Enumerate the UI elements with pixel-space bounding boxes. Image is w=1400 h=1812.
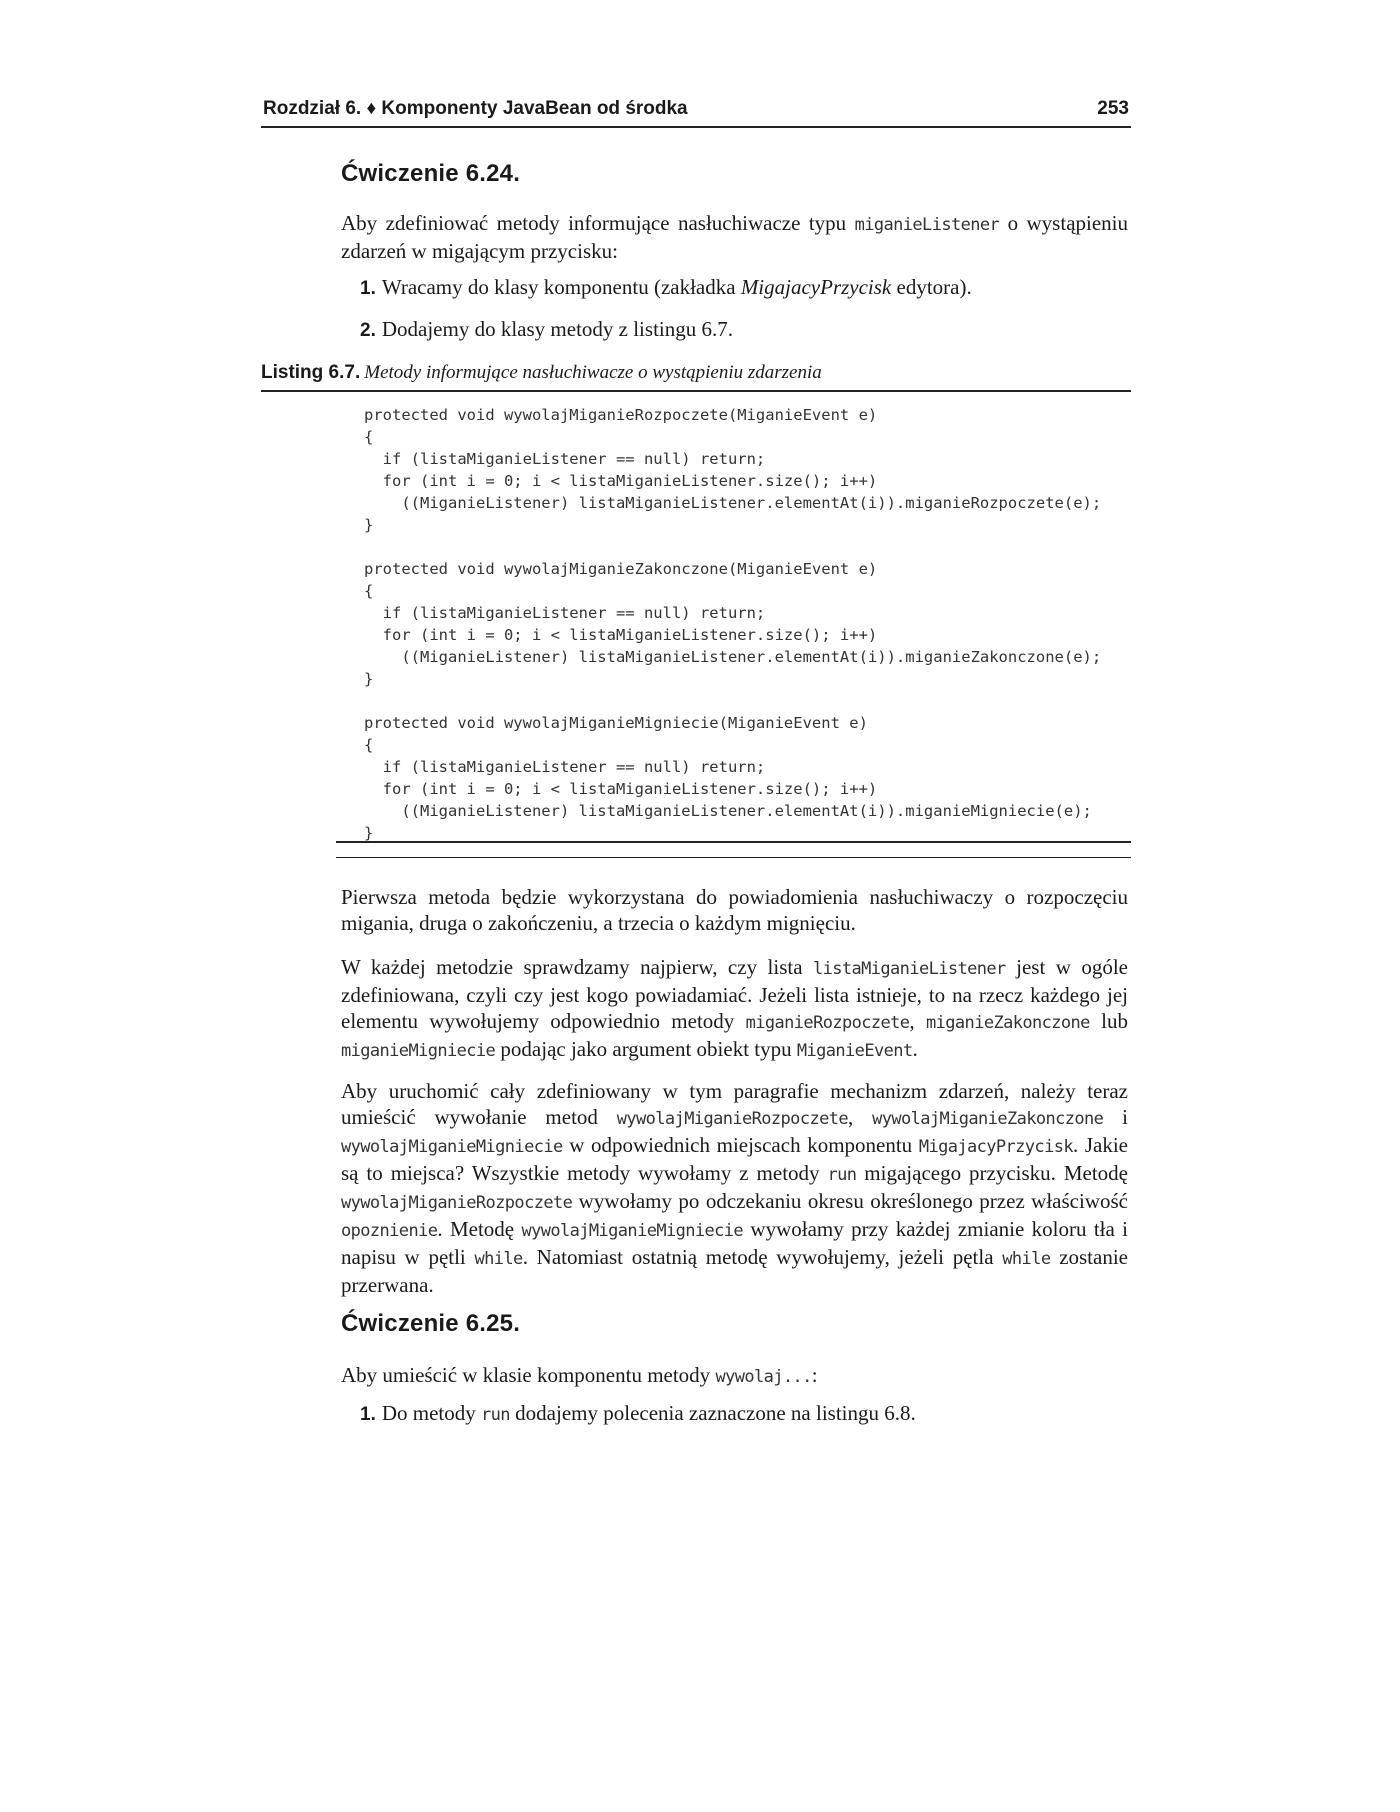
intro-text-after: o wystąpieniu zdarzeń w migającym przycisku: [341,211,1128,263]
text-run: wywołamy po odczekaniu okresu określonego przez właściwość [572,1189,1128,1213]
step-text-before: Wracamy do klasy komponentu (zakładka [381,275,741,299]
exercise-6-24-heading: Ćwiczenie 6.24. [341,160,521,187]
step-number: 2. [360,320,376,341]
listing-6-7-code [364,404,1134,844]
exercise-6-25-intro [341,1362,1128,1390]
text-run: lub [1089,1009,1128,1033]
code-line: ((MiganieListener) listaMiganieListener.elementAt(i)).miganieRozpoczete(e); [364,494,1102,512]
listing-6-7-caption [261,362,1131,392]
inline-code: listaMiganieListener [812,959,1006,979]
code-line: protected void wywolajMiganieZakonczone(MiganieEvent e) [364,560,878,578]
text-run: zostanie przerwana. [341,1245,1128,1297]
inline-code: wywolaj... [715,1367,812,1387]
page-number: 253 [1097,98,1129,119]
text-run: w odpowiednich miejscach komponentu [562,1133,919,1157]
code-line: } [364,516,374,534]
exercise-6-25-heading: Ćwiczenie 6.25. [341,1310,521,1337]
text-run: , [848,1105,873,1129]
text-run: . Natomiast ostatnią metodę wywołujemy, jeżeli pętla [522,1245,1003,1269]
code-line: if (listaMiganieListener == null) return; [364,758,766,776]
text-run: Do metody [381,1401,482,1425]
code-line [364,690,1134,712]
inline-code: wywolajMiganieRozpoczete [616,1109,848,1129]
chapter-title: Rozdział 6. ♦ Komponenty JavaBean od środka [263,98,688,119]
step-text-after: edytora). [891,275,972,299]
inline-code: MiganieEvent [796,1041,913,1061]
code-line: ((MiganieListener) listaMiganieListener.elementAt(i)).miganieZakonczone(e); [364,648,1102,666]
exercise-6-24-step-2 [360,316,1128,344]
inline-code: wywolajMiganieZakonczone [872,1109,1104,1129]
listing-end-rule-thin [336,857,1131,858]
inline-code: miganieMigniecie [341,1041,496,1061]
text-run: i [1103,1105,1128,1129]
listing-title: Metody informujące nasłuchiwacze o wystąpieniu zdarzenia [364,362,822,383]
intro-code: miganieListener [854,215,1000,235]
inline-code: while [1002,1249,1051,1269]
listing-label: Listing 6.7. [261,362,361,383]
code-line: { [364,582,374,600]
code-line: } [364,670,374,688]
text-run: , [909,1009,927,1033]
step-number: 1. [360,278,376,299]
exercise-6-24-intro [341,210,1128,264]
inline-code: run [827,1165,857,1185]
inline-code: MigajacyPrzycisk [918,1137,1073,1157]
code-line: if (listaMiganieListener == null) return; [364,604,766,622]
code-line: for (int i = 0; i < listaMiganieListener.size(); i++) [364,780,878,798]
code-line: { [364,736,374,754]
text-run: podając jako argument obiekt typu [495,1037,797,1061]
inline-code: miganieRozpoczete [745,1013,910,1033]
text-run: : [811,1363,818,1387]
text-run: . [912,1037,918,1061]
inline-code: run [481,1405,510,1425]
text-run: W każdej metodzie sprawdzamy najpierw, czy lista [341,955,813,979]
text-run: wywołamy przy każdej zmianie koloru tła i napisu w pętli [341,1217,1128,1269]
text-run: Aby umieścić w klasie komponentu metody [341,1363,716,1387]
code-line: if (listaMiganieListener == null) return; [364,450,766,468]
inline-code: miganieZakonczone [926,1013,1090,1033]
code-line: for (int i = 0; i < listaMiganieListener.size(); i++) [364,472,878,490]
listing-end-rule [336,841,1131,843]
text-run: dodajemy polecenia zaznaczone na listingu 6.8. [509,1401,916,1425]
code-line: protected void wywolajMiganieRozpoczete(MiganieEvent e) [364,406,878,424]
inline-code: wywolajMiganieRozpoczete [341,1193,573,1213]
code-line: protected void wywolajMiganieMigniecie(MiganieEvent e) [364,714,868,732]
code-line: } [364,824,374,842]
step-text [382,1401,916,1425]
step-number: 1. [360,1404,376,1425]
text-run: migającego przycisku. Metodę [856,1161,1128,1185]
code-line: ((MiganieListener) listaMiganieListener.elementAt(i)).miganieMigniecie(e); [364,802,1092,820]
paragraph-1: Pierwsza metoda będzie wykorzystana do powiadomienia nasłuchiwaczy o rozpoczęciu migania, druga o zakończeniu, a trzecia o każdym mignięciu. [341,885,1128,935]
code-line [364,536,1134,558]
text-run: Aby uruchomić cały zdefiniowany w tym paragrafie mechanizm zdarzeń, należy teraz umieścić wywołanie metod [341,1079,1128,1129]
step-italic: MigajacyPrzycisk [740,275,892,299]
code-line: for (int i = 0; i < listaMiganieListener.size(); i++) [364,626,878,644]
exercise-6-24-step-1 [360,274,1128,302]
inline-code: wywolajMiganieMigniecie [341,1137,563,1157]
text-run: jest w ogóle zdefiniowana, czyli czy jest kogo powiadamiać. Jeżeli lista istnieje, to na rzecz każdego jej elementu wywołujemy odpowiednio metody [341,955,1129,1033]
text-run: . Metodę [437,1217,522,1241]
intro-text-before: Aby zdefiniować metody informujące nasłuchiwacze typu [341,211,855,235]
paragraph-2 [341,954,1128,1064]
exercise-6-25-step-1 [360,1400,1128,1428]
inline-code: while [474,1249,523,1269]
inline-code: wywolajMiganieMigniecie [521,1221,744,1241]
code-line: { [364,428,374,446]
paragraph-3 [341,1078,1128,1298]
text-run: . Jakie są to miejsca? Wszystkie metody wywołamy z metody [341,1133,1129,1185]
running-header [261,98,1131,128]
step-text: Dodajemy do klasy metody z listingu 6.7. [381,317,733,341]
inline-code: opoznienie [341,1221,438,1241]
